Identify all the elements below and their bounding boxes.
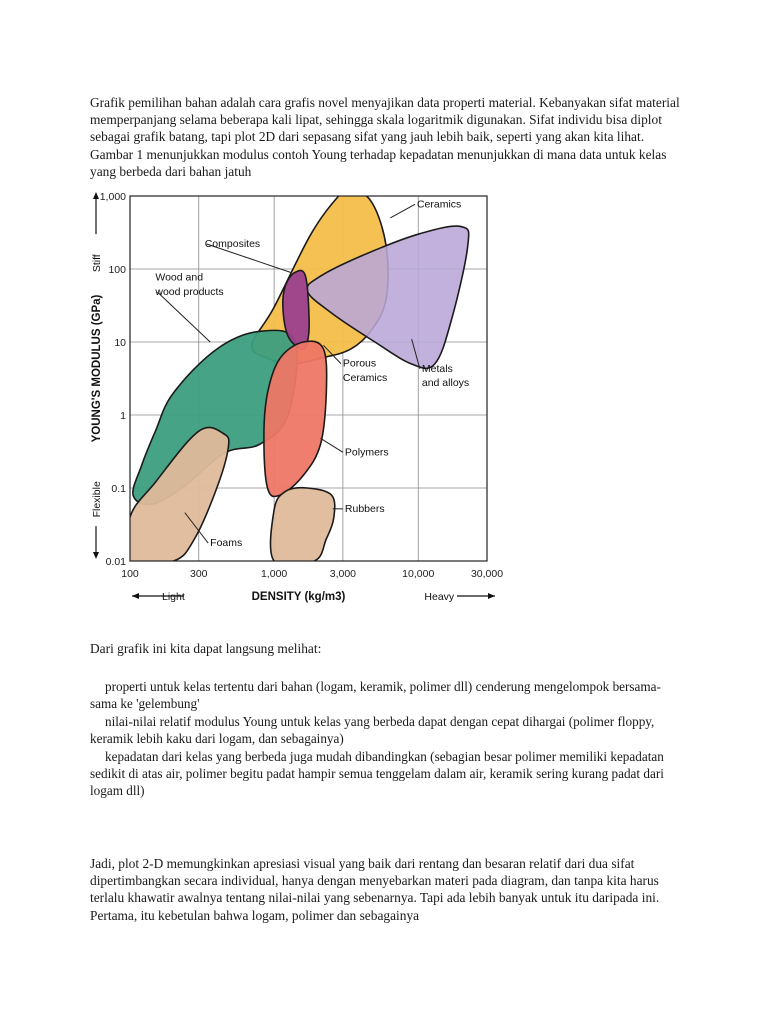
stiff-label: Stiff: [91, 254, 103, 273]
bubble-label: Porous: [342, 357, 377, 370]
observation-item: properti untuk kelas tertentu dari bahan (logam, keramik, polimer dll) cenderung mengelompok bersama-sama ke 'gelembung': [90, 679, 661, 712]
material-bubbles: [125, 187, 468, 566]
y-tick-label: 10: [114, 337, 126, 349]
intro-paragraph: Grafik pemilihan bahan adalah cara grafis novel menyajikan data properti material. Kebanyakan sifat material memperpanjang selama beberapa kali lipat, sehingga skala logaritmik digunakan. Sifat individu bisa diplot sebagai grafik batang, tapi plot 2D dari sepasang sifat yang jauh lebih baik, seperti yang akan kita lihat. Gambar 1 menunjukkan modulus contoh Young terhadap kepadatan menunjukkan di mana data untuk kelas yang berbeda dari bahan jatuh: [90, 95, 680, 179]
flexible-label: Flexible: [91, 481, 103, 518]
bubble-label: Composites: [204, 238, 261, 251]
y-tick-label: 0.1: [111, 483, 126, 495]
y-tick-label: 1,000: [99, 191, 126, 203]
x-tick-label: 3,000: [329, 568, 357, 580]
observation-item: nilai-nilai relatif modulus Young untuk kelas yang berbeda dapat dengan cepat dihargai (polimer floppy, keramik lebih kaku dari logam, dan sebagainya): [90, 713, 655, 747]
bubble-label: wood products: [155, 286, 224, 299]
bubble-label: and alloys: [421, 376, 470, 389]
y-axis-title: YOUNG'S MODULUS (GPa): [91, 294, 103, 443]
bubble-label: Rubbers: [344, 502, 385, 515]
light-label: Light: [161, 591, 185, 603]
bubble-rubbers: [270, 488, 334, 566]
up-arrow-head: [93, 192, 99, 199]
x-tick-label: 30,000: [470, 568, 504, 580]
y-tick-label: 0.01: [105, 556, 126, 568]
bubble-label: Metals: [421, 362, 453, 375]
bubble-label: Wood and: [155, 271, 204, 284]
youngs-modulus-density-chart: [78, 186, 518, 610]
leader-line: [157, 292, 210, 342]
observation-list: [90, 678, 680, 800]
x-tick-label: 100: [121, 568, 139, 580]
heavy-label: Heavy: [424, 591, 455, 603]
right-arrow-head: [488, 593, 495, 599]
bubble-label: Ceramics: [416, 198, 462, 211]
down-arrow-head: [93, 552, 99, 559]
left-arrow-head: [132, 593, 139, 599]
x-axis-title: DENSITY (kg/m3): [251, 591, 346, 603]
x-tick-label: 10,000: [402, 568, 435, 580]
leader-line: [321, 438, 343, 452]
y-tick-label: 1: [120, 410, 126, 422]
bubble-label: Polymers: [344, 446, 389, 459]
bubble-label: Ceramics: [342, 372, 388, 385]
bubble-label: Foams: [210, 537, 243, 550]
closing-paragraph: Jadi, plot 2-D memungkinkan apresiasi visual yang baik dari rentang dan besaran relatif dari dua sifat dipertimbangkan secara individual, hanya dengan menyebarkan materi pada diagram, dan tanpa kita harus terlalu khawatir awalnya tentang nilai-nilai yang sebenarnya. Tapi ada lebih banyak untuk itu daripada ini. Pertama, itu kebetulan bahwa logam, polimer dan sebagainya: [90, 856, 660, 923]
x-tick-label: 1,000: [260, 568, 288, 580]
leader-line: [390, 204, 415, 218]
y-tick-label: 100: [108, 264, 126, 276]
x-tick-label: 300: [189, 568, 208, 580]
observation-item: kepadatan dari kelas yang berbeda juga mudah dibandingkan (sebagian besar polimer memiliki kepadatan sedikit di atas air, polimer begitu padat hampir semua tenggelam dalam air, keramik sering kurang padat dari logam dll): [90, 748, 664, 799]
lead-in-sentence: Dari grafik ini kita dapat langsung melihat:: [90, 641, 322, 656]
